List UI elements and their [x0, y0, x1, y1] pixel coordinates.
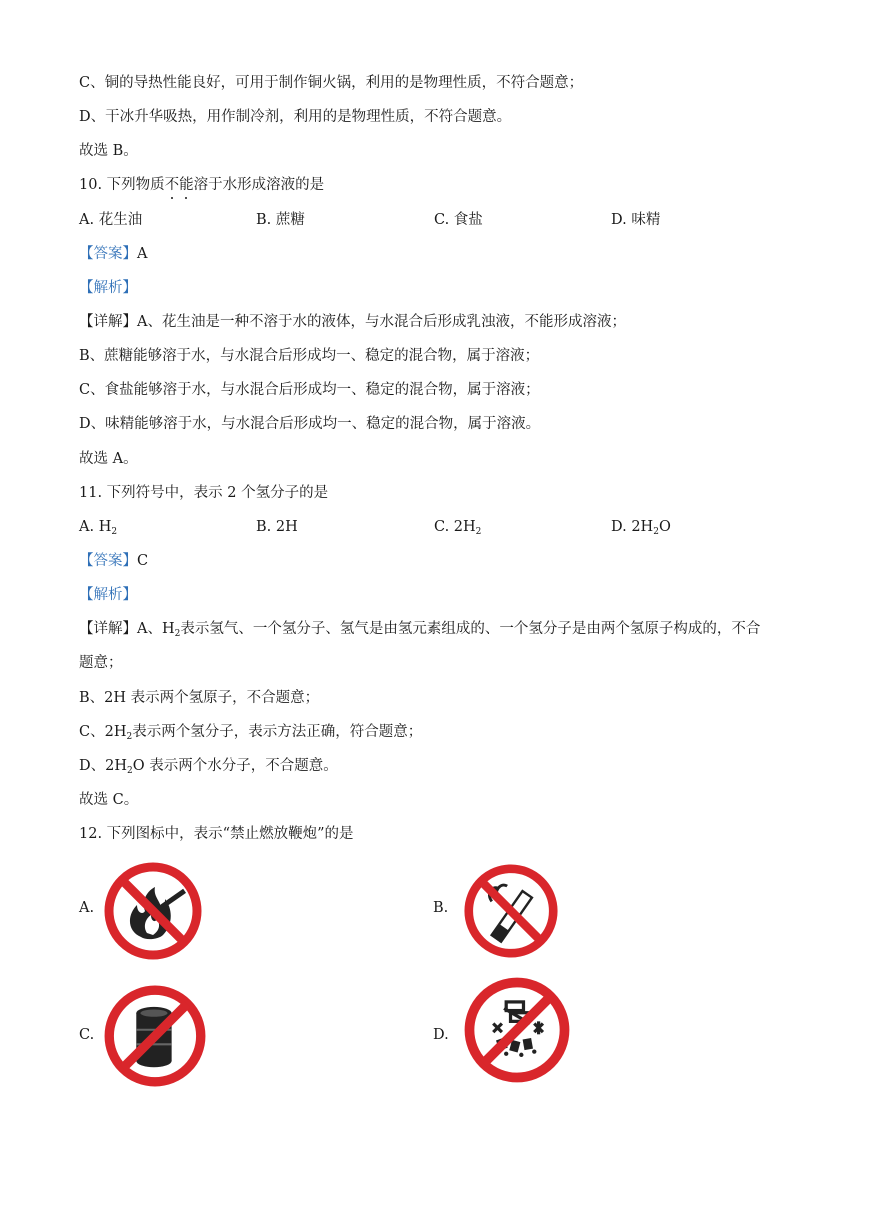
option-c: C. $2H_2$ — [434, 519, 482, 537]
detail-line: B、2H 表示两个氢原子，不合题意； — [79, 690, 320, 706]
emphasis-text: 不 — [164, 177, 180, 193]
question-10-stem — [79, 175, 324, 195]
option-c-label: C. — [79, 1027, 95, 1043]
option-d-label: D. — [433, 1027, 449, 1043]
option-d: D. 味精 — [611, 212, 661, 228]
option-c: C. 食盐 — [434, 212, 483, 228]
conclusion: 故选 C。 — [79, 792, 139, 808]
no-smoking-sign-icon — [463, 863, 559, 959]
text-line: C、铜的导热性能良好，可用于制作铜火锅，利用的是物理性质，不符合题意； — [79, 75, 584, 91]
detail-line: 题意； — [79, 655, 123, 671]
analysis-tag: 【解析】 — [79, 587, 137, 603]
answer-tag: 【答案】 — [79, 553, 137, 569]
answer-line — [79, 244, 147, 264]
option-d: D. $2H_2O$ — [611, 519, 671, 537]
detail-line: 【详解】A、$H_2$表示氢气、一个氢分子、氢气是由氢元素组成的、一个氢分子是由两个氢原子构成的，不合 — [79, 621, 761, 639]
option-a: A. $H_2$ — [79, 519, 118, 537]
detail-line: B、蔗糖能够溶于水，与水混合后形成均一、稳定的混合物，属于溶液； — [79, 348, 540, 364]
option-a-label: A. — [79, 900, 95, 916]
option-a: A. 花生油 — [79, 212, 143, 228]
no-firecrackers-sign-icon — [463, 976, 571, 1084]
detail-line: C、$2H_2$表示两个氢分子，表示方法正确，符合题意； — [79, 724, 423, 742]
detail-line: D、$2H_2O$ 表示两个水分子，不合题意。 — [79, 758, 338, 776]
question-12-stem: 12. 下列图标中，表示“禁止燃放鞭炮”的是 — [79, 826, 354, 842]
emphasis-text: 能 — [179, 177, 194, 193]
answer-value: A — [137, 246, 148, 262]
answer-line — [79, 551, 148, 571]
stem-text: 10. 下列物质 — [79, 177, 165, 193]
answer-tag: 【答案】 — [79, 246, 137, 262]
conclusion: 故选 A。 — [79, 451, 138, 467]
answer-value: C — [137, 553, 149, 569]
detail-line: C、食盐能够溶于水，与水混合后形成均一、稳定的混合物，属于溶液； — [79, 382, 540, 398]
no-open-flame-sign-icon — [103, 861, 203, 961]
no-oil-drum-sign-icon — [103, 984, 207, 1088]
option-b-label: B. — [433, 900, 449, 916]
stem-text: 溶于水形成溶液的是 — [193, 177, 325, 193]
text-line: 故选 B。 — [79, 143, 138, 159]
option-b: B. 2H — [256, 519, 298, 535]
analysis-tag: 【解析】 — [79, 280, 137, 296]
option-b: B. 蔗糖 — [256, 212, 305, 228]
detail-line: 【详解】A、花生油是一种不溶于水的液体，与水混合后形成乳浊液，不能形成溶液； — [79, 314, 626, 330]
text-line: D、干冰升华吸热，用作制冷剂，利用的是物理性质，不符合题意。 — [79, 109, 512, 125]
question-11-stem: 11. 下列符号中，表示 2 个氢分子的是 — [79, 485, 329, 501]
detail-line: D、味精能够溶于水，与水混合后形成均一、稳定的混合物，属于溶液。 — [79, 416, 541, 432]
